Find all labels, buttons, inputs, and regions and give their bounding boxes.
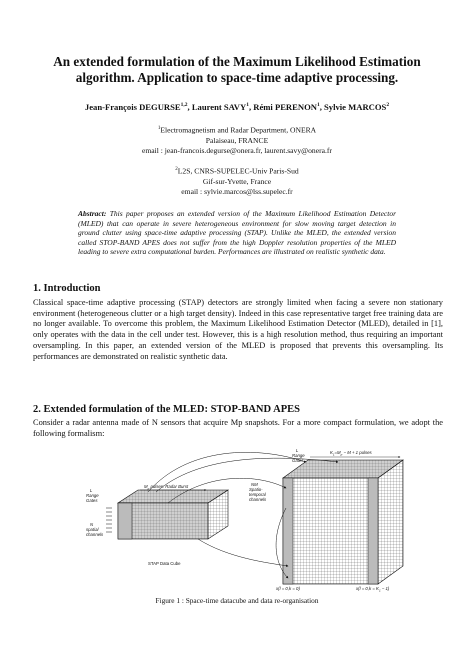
figure-1-diagram (78, 448, 418, 593)
section-1-heading: 1. Introduction (33, 283, 101, 294)
section-2-heading: 2. Extended formulation of the MLED: STOP-BAND APES (33, 404, 300, 415)
label-channels-right: channels (249, 497, 267, 502)
section-1-text: Classical space-time adaptive processing (STAP) detectors are strongly limited when facing a severe non stationary environment (heterogeneous clutter or a high target density). Indeed in this case representative target free training data are no longer available. To overcome this problem, the Maximum Likelihood Estimation Detector (MLED), detailed in [1], only operates with the data in the cell under test. However, this is a high resolution method, thus requiring an important oversampling. In this paper, an extended version of the MLED is proposed that prevents this oversampling. Its performances are demonstrated on realistic synthetic data. (33, 298, 443, 361)
label-channels: channels (86, 532, 104, 537)
label-range: Range (86, 493, 99, 498)
label-n: N (90, 522, 94, 527)
label-l: L (90, 488, 93, 493)
author-name: Rémi PERENON (253, 102, 317, 112)
section-2-text: Consider a radar antenna made of N sensors that acquire Mp snapshots. For a more compact formulation, we adopt the following formalism: (33, 418, 443, 438)
k-pulses-label: $K_1=M_p - M + 1$ pulses (330, 450, 372, 457)
label-gates: Gates (86, 498, 98, 503)
abstract-text: This paper proposes an extended version of the Maximum Likelihood Estimation Detector (MLED) that can operate in severe heterogeneous environment for slow moving target detection in ground clutter using space-time adaptive processing (STAP). Unlike the MLED, the extended version called STOP-BAND APES does not suffer from the high Doppler resolution properties of the MLED leading to severe extra computational burden. Performances are illustrated on realistic synthetic data. (78, 209, 397, 257)
reorganized-data-cube (283, 460, 403, 584)
x-label-right: $x(l = 0,k = K_1 - 1)$ (356, 586, 390, 593)
paper-title (40, 54, 434, 86)
title-line-1: An extended formulation of the Maximum Likelihood Estimation (53, 54, 421, 69)
affiliation-1: $^1$Electromagnetism and Radar Department, ONERA Palaiseau, FRANCE email : jean-francois.degurse@onera.fr, laurent.savy@onera.fr (142, 125, 332, 155)
abstract (78, 209, 396, 257)
x-label-left: x(l = 0,k = 0) (276, 586, 300, 591)
label-gates-right: Gates (292, 458, 304, 463)
label-range-right: Range (292, 453, 305, 458)
label-temporal: temporal (249, 492, 266, 497)
author-sup: 2 (386, 102, 390, 109)
stap-data-cube (118, 490, 228, 539)
title-line-2: algorithm. Application to space-time adaptive processing. (75, 70, 399, 85)
author-list: Jean-François DEGURSE$^{1,2}$, Laurent SAVY$^1$, Rémi PERENON$^1$, Sylvie MARCOS$^2$ (84, 102, 390, 112)
abstract-label: Abstract: (78, 209, 107, 218)
author-sup: 1 (246, 102, 249, 109)
author-name: Jean-François DEGURSE (84, 102, 181, 112)
label-spatio: Spatio- (249, 487, 263, 492)
author-sup: 1,2 (180, 102, 188, 109)
affiliation-2: $^2$L2S, CNRS-SUPELEC-Univ Paris-Sud Gif-sur-Yvette, France email : sylvie.marcos@lss.supelec.fr (175, 166, 299, 196)
pulses-label: $M_p$ pulses: Radar Burst (144, 484, 189, 491)
author-name: Sylvie MARCOS (324, 102, 387, 112)
figure-caption: Figure 1 : Space-time datacube and data re-organisation (155, 596, 319, 605)
label-nm: NM (251, 482, 258, 487)
cube-label: STAP Data Cube (148, 561, 181, 566)
author-name: Laurent SAVY (191, 102, 247, 112)
antenna-icons (106, 508, 112, 532)
author-sup: 1 (316, 102, 320, 109)
label-spatial: spatial (86, 527, 99, 532)
label-l-right: L (296, 448, 299, 453)
